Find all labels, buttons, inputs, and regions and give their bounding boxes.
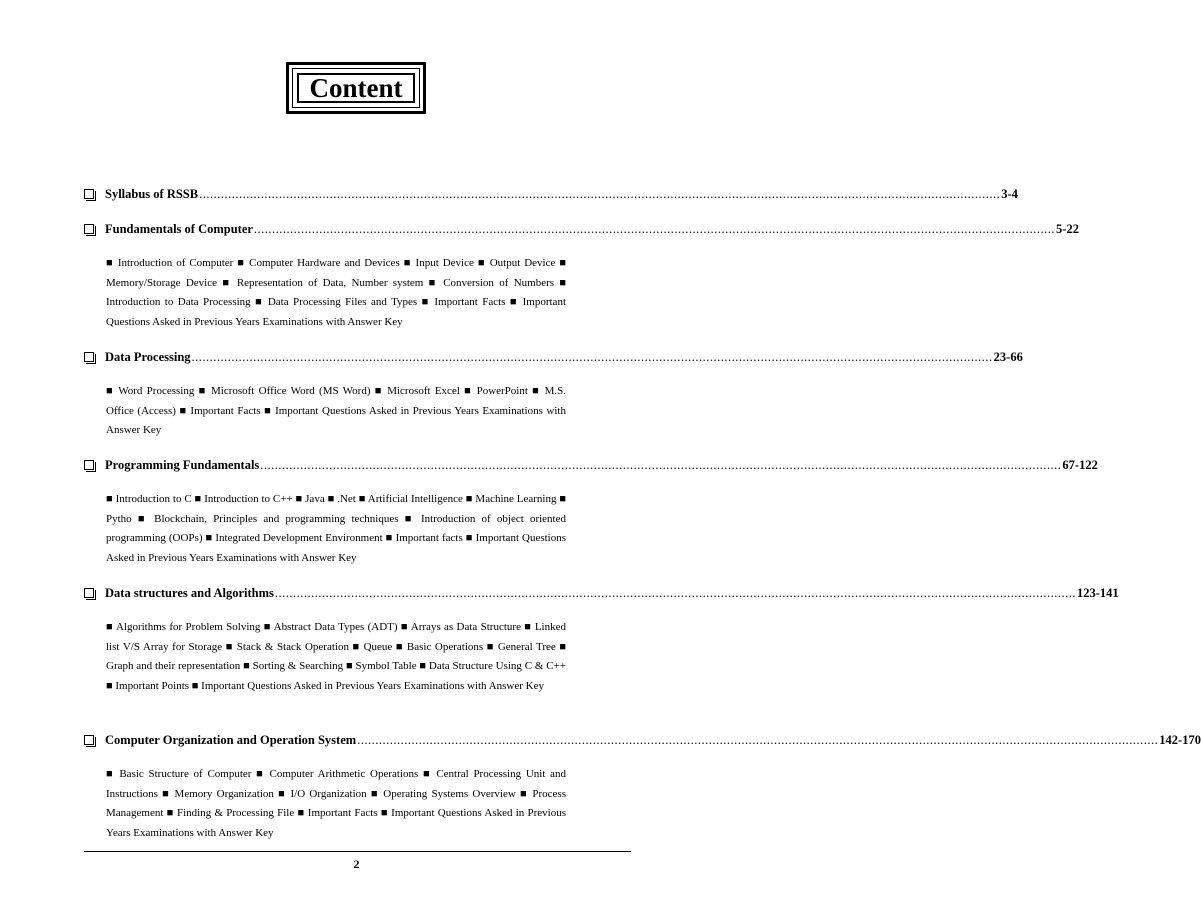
toc-entry-data-processing[interactable] [84, 348, 1023, 366]
dot-leader: ............................................................................................................................................................................................................................. [191, 349, 993, 364]
page-title-frame [286, 62, 426, 114]
page-title: Content [297, 73, 415, 103]
footer-divider [84, 851, 631, 852]
toc-entry-pages: 5-22 [1056, 221, 1079, 236]
dot-leader: ............................................................................................................................................................................................................................. [199, 186, 1001, 201]
checkbox-bullet-icon [84, 189, 94, 199]
toc-entry-programming[interactable] [84, 456, 1098, 474]
toc-entry-description: ■ Algorithms for Problem Solving ■ Abstract Data Types (ADT) ■ Arrays as Data Structure ■ Linked list V/S Array for Storage ■ Stack & Stack Operation ■ Queue ■ Basic Operations ■ General Tree ■ Graph and their representation ■ Sorting & Searching ■ Symbol Table ■ Data Structure Using C & C++ ■ Important Points ■ Important Questions Asked in Previous Years Examinations with Answer Key [106, 621, 566, 692]
toc-entry-pages: 123-141 [1077, 585, 1119, 600]
toc-entry-fundamentals[interactable] [84, 220, 1079, 238]
checkbox-bullet-icon [84, 224, 94, 234]
dot-leader: ............................................................................................................................................................................................................................. [274, 585, 1076, 600]
toc-entry-title: Data Processing [105, 349, 191, 364]
toc-entry-syllabus[interactable] [84, 185, 1018, 203]
toc-entry-title: Programming Fundamentals [105, 457, 260, 472]
toc-entry-pages: 142-170 [1159, 732, 1201, 747]
checkbox-bullet-icon [84, 460, 94, 470]
toc-entry-title: Fundamentals of Computer [105, 221, 253, 236]
toc-entry-description: ■ Introduction of Computer ■ Computer Hardware and Devices ■ Input Device ■ Output Device ■ Memory/Storage Device ■ Representation of Data, Number system ■ Conversion of Numbers ■ Introduction to Data Processing ■ Data Processing Files and Types ■ Important Facts ■ Important Questions Asked in Previous Years Examinations with Answer Key [106, 257, 566, 328]
dot-leader: ............................................................................................................................................................................................................................. [357, 732, 1159, 747]
checkbox-bullet-icon [84, 352, 94, 362]
toc-entry-description: ■ Word Processing ■ Microsoft Office Word (MS Word) ■ Microsoft Excel ■ PowerPoint ■ M.S. Office (Access) ■ Important Facts ■ Important Questions Asked in Previous Years Examinations with Answer Key [106, 385, 566, 437]
toc-entry-title: Data structures and Algorithms [105, 585, 274, 600]
toc-entry-title: Syllabus of RSSB [105, 186, 199, 201]
toc-entry-pages: 67-122 [1062, 457, 1098, 472]
toc-entry-title: Computer Organization and Operation System [105, 732, 357, 747]
page-number: 2 [353, 857, 360, 871]
dot-leader: ............................................................................................................................................................................................................................. [253, 221, 1056, 236]
checkbox-bullet-icon [84, 735, 94, 745]
dot-leader: ............................................................................................................................................................................................................................. [260, 457, 1062, 472]
toc-entry-description: ■ Introduction to C ■ Introduction to C++ ■ Java ■ .Net ■ Artificial Intelligence ■ Machine Learning ■ Pytho ■ Blockchain, Principles and programming techniques ■ Introduction of object oriented programming (OOPs) ■ Integrated Development Environment ■ Important facts ■ Important Questions Asked in Previous Years Examinations with Answer Key [106, 493, 566, 564]
toc-entry-description: ■ Basic Structure of Computer ■ Computer Arithmetic Operations ■ Central Processing Unit and Instructions ■ Memory Organization ■ I/O Organization ■ Operating Systems Overview ■ Process Management ■ Finding & Processing File ■ Important Facts ■ Important Questions Asked in Previous Years Examinations with Answer Key [106, 768, 566, 839]
checkbox-bullet-icon [84, 588, 94, 598]
toc-entry-computer-organization[interactable] [84, 731, 1201, 749]
toc-entry-pages: 3-4 [1001, 186, 1018, 201]
toc-entry-data-structures[interactable] [84, 584, 1119, 602]
toc-entry-pages: 23-66 [993, 349, 1023, 364]
